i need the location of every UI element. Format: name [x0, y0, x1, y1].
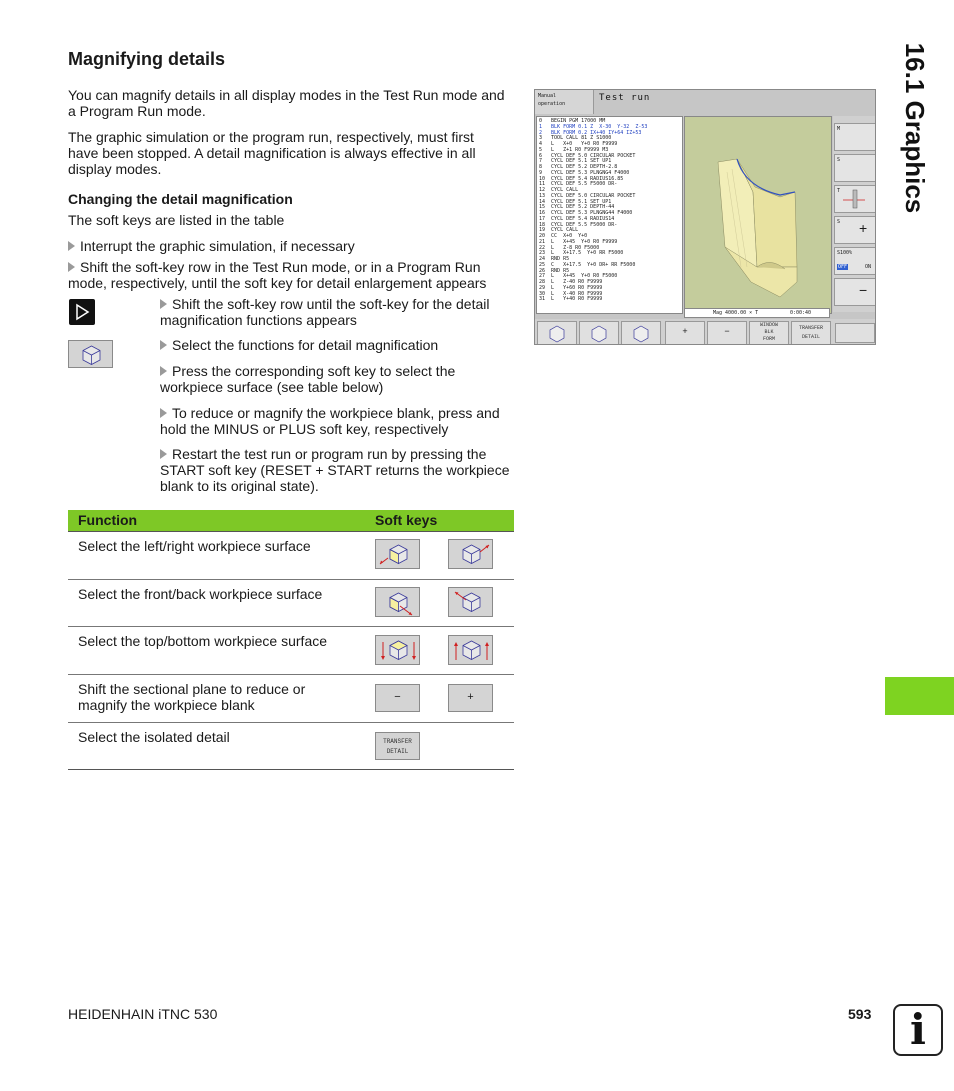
table-header	[68, 510, 514, 531]
program-line: 18 CYCL DEF 5.5 F5000 DR-	[539, 221, 618, 228]
table-divider	[68, 626, 514, 627]
vertical-softkey-t[interactable]: T	[834, 185, 876, 213]
program-line: 26 RND R5	[539, 267, 570, 274]
minus-softkey[interactable]: −	[375, 684, 420, 712]
header-function: Function	[78, 512, 138, 528]
program-line: 15 CYCL DEF 5.2 DEPTH-44	[539, 204, 615, 211]
bullet-arrow-icon	[68, 241, 75, 251]
substep-5: Restart the test run or program run by pressing the START soft key (RESET + START returns the workpiece blank to its original state).	[160, 446, 510, 494]
vertical-softkey-m[interactable]: M	[834, 123, 876, 151]
program-line: 28 L Z-40 R0 F9999	[539, 279, 603, 285]
test-run-screenshot	[534, 89, 876, 345]
table-divider	[68, 674, 514, 675]
softkey-row-indicator	[835, 323, 875, 343]
detail-magnification-softkey[interactable]	[68, 340, 113, 368]
program-line: 31 L Y+40 R0 F9999	[539, 296, 603, 303]
cube-bottom-arrows-icon	[449, 636, 494, 666]
vertical-softkey-minus[interactable]: −	[834, 278, 876, 306]
step-1: Interrupt the graphic simulation, if necessary	[68, 238, 514, 254]
program-line: 0 BEGIN PGM 17000 MM	[539, 118, 606, 124]
next-softkey-row-key[interactable]	[69, 299, 95, 325]
select-right-surface-softkey[interactable]	[448, 539, 493, 569]
table-row: Select the top/bottom workpiece surface	[78, 633, 328, 649]
program-listing	[536, 116, 683, 314]
cube-icon	[580, 322, 618, 344]
program-line: 21 L X+45 Y+0 R0 F9999	[539, 238, 618, 245]
program-line: 22 L Z-8 R0 F5000	[539, 244, 600, 251]
program-line: 8 CYCL DEF 5.2 DEPTH-2.8	[539, 164, 618, 170]
cube-back-arrow-icon	[449, 588, 494, 618]
vertical-softkey-s[interactable]: S	[834, 154, 876, 182]
page-number: 593	[848, 1006, 872, 1022]
table-row: Shift the sectional plane to reduce or magnify the workpiece blank	[78, 681, 306, 713]
bottom-softkey-bar	[535, 319, 876, 345]
cube-icon	[622, 322, 660, 344]
program-line: 10 CYCL DEF 5.4 RADIUS16.85	[539, 175, 624, 182]
graphics-window	[684, 116, 832, 314]
program-line: 2 BLK FORM 0.2 IX+40 IY+64 IZ+53	[539, 129, 642, 136]
screen-title: Test run	[599, 93, 651, 103]
program-line: 5 L Z+1 R0 F9999 M3	[539, 146, 609, 153]
program-line: 29 L Y+60 R0 F9999	[539, 284, 603, 291]
program-line: 3 TOOL CALL 81 Z S1000	[539, 135, 612, 142]
info-icon: i	[893, 1004, 943, 1056]
cube-right-arrow-icon	[449, 540, 494, 570]
substep-4: To reduce or magnify the workpiece blank, press and hold the MINUS or PLUS soft key, respectively	[160, 405, 500, 437]
sub-heading: Changing the detail magnification	[68, 191, 293, 207]
select-top-surface-softkey[interactable]	[375, 635, 420, 665]
program-line: 16 CYCL DEF 5.3 PLNGNG44 F4000	[539, 210, 633, 216]
transfer-detail-softkey[interactable]: TRANSFER DETAIL	[375, 732, 420, 760]
chapter-title: 16.1 Graphics	[900, 42, 930, 214]
program-line: 19 CYCL CALL	[539, 227, 579, 234]
chapter-tab-green	[885, 677, 954, 715]
header-softkeys: Soft keys	[375, 512, 438, 528]
substep-3: Press the corresponding soft key to select the workpiece surface (see table below)	[160, 363, 456, 395]
program-line: 27 L X+45 Y+0 R0 F5000	[539, 273, 618, 280]
table-divider	[68, 531, 514, 532]
program-line: 9 CYCL DEF 5.3 PLNGNG4 F4000	[539, 169, 630, 176]
workpiece-3d-icon	[685, 117, 831, 313]
tool-icon	[835, 186, 875, 212]
table-divider	[68, 769, 514, 770]
intro-paragraph-2: The graphic simulation or the program run, respectively, must first have been stopped. A detail magnification is always effective in all display modes.	[68, 129, 476, 177]
program-line: 17 CYCL DEF 5.4 RADIUS14	[539, 215, 615, 222]
step-2: Shift the soft-key row in the Test Run mode, or in a Program Run mode, respectively, until the soft key for detail enlargement appears	[68, 259, 487, 291]
program-line: 25 C X+17.5 Y+0 DR+ RR F5000	[539, 261, 636, 268]
select-front-surface-softkey[interactable]	[375, 587, 420, 617]
table-divider	[68, 722, 514, 723]
program-line: 30 L X-40 R0 F9999	[539, 290, 603, 297]
table-row: Select the left/right workpiece surface	[78, 538, 311, 554]
softkey-minus[interactable]: −	[707, 321, 747, 345]
bullet-arrow-icon	[160, 449, 167, 459]
cube-top-arrows-icon	[376, 636, 421, 666]
bullet-arrow-icon	[160, 408, 167, 418]
section-heading: Magnifying details	[68, 49, 226, 69]
cube-front-arrow-icon	[376, 588, 421, 618]
select-left-surface-softkey[interactable]	[375, 539, 420, 569]
program-line: 23 L X+17.5 Y+0 RR F5000	[539, 250, 624, 257]
program-line: 7 CYCL DEF 5.1 SET UP1	[539, 158, 612, 165]
lead-text: The soft keys are listed in the table	[68, 212, 285, 228]
table-row: Select the front/back workpiece surface	[78, 586, 323, 602]
plus-softkey[interactable]: +	[448, 684, 493, 712]
bullet-arrow-icon	[160, 299, 167, 309]
substep-1: Shift the soft-key row until the soft-key for the detail magnification functions appears	[160, 296, 490, 328]
program-line: 14 CYCL DEF 5.1 SET UP1	[539, 198, 612, 205]
vertical-softkey-bar	[833, 116, 876, 312]
substep-2: Select the functions for detail magnification	[160, 337, 514, 353]
cube-icon	[69, 341, 114, 369]
arrow-right-icon	[69, 299, 95, 325]
footer-left: HEIDENHAIN iTNC 530	[68, 1006, 218, 1022]
program-line: 12 CYCL CALL	[539, 187, 579, 193]
softkey-cube-1[interactable]	[537, 321, 577, 345]
bullet-arrow-icon	[68, 262, 75, 272]
mode-box: Manual operation	[535, 90, 594, 114]
softkey-cube-2[interactable]	[579, 321, 619, 345]
softkey-transfer-detail[interactable]: TRANSFER DETAIL	[791, 321, 831, 345]
cube-left-arrow-icon	[376, 540, 421, 570]
select-bottom-surface-softkey[interactable]	[448, 635, 493, 665]
table-row: Select the isolated detail	[78, 729, 230, 745]
bullet-arrow-icon	[160, 366, 167, 376]
program-line: 20 CC X+0 Y+0	[539, 233, 588, 239]
program-line: 1 BLK FORM 0.1 Z X-30 Y-32 Z-53	[539, 123, 648, 130]
bullet-arrow-icon	[160, 340, 167, 350]
program-line: 24 RND R5	[539, 256, 570, 262]
cube-icon	[538, 322, 576, 344]
intro-paragraph-1: You can magnify details in all display modes in the Test Run mode and a Program Run mode.	[68, 87, 505, 119]
program-line: 6 CYCL DEF 5.0 CIRCULAR POCKET	[539, 152, 636, 159]
status-line: Mag 4000.00 × T 0:00:40	[684, 308, 830, 318]
vertical-softkey-plus[interactable]: S +	[834, 216, 876, 244]
spindle-override: S100% OFF ON	[834, 247, 876, 275]
softkey-cube-3[interactable]	[621, 321, 661, 345]
table-divider	[68, 579, 514, 580]
softkey-window-blk-form[interactable]: WINDOW BLK FORM	[749, 321, 789, 345]
program-line: 13 CYCL DEF 5.0 CIRCULAR POCKET	[539, 192, 636, 199]
program-line: 11 CYCL DEF 5.5 F5000 DR-	[539, 181, 618, 188]
softkey-plus[interactable]: +	[665, 321, 705, 345]
select-back-surface-softkey[interactable]	[448, 587, 493, 617]
program-line: 4 L X+0 Y+0 R0 F9999	[539, 141, 618, 147]
